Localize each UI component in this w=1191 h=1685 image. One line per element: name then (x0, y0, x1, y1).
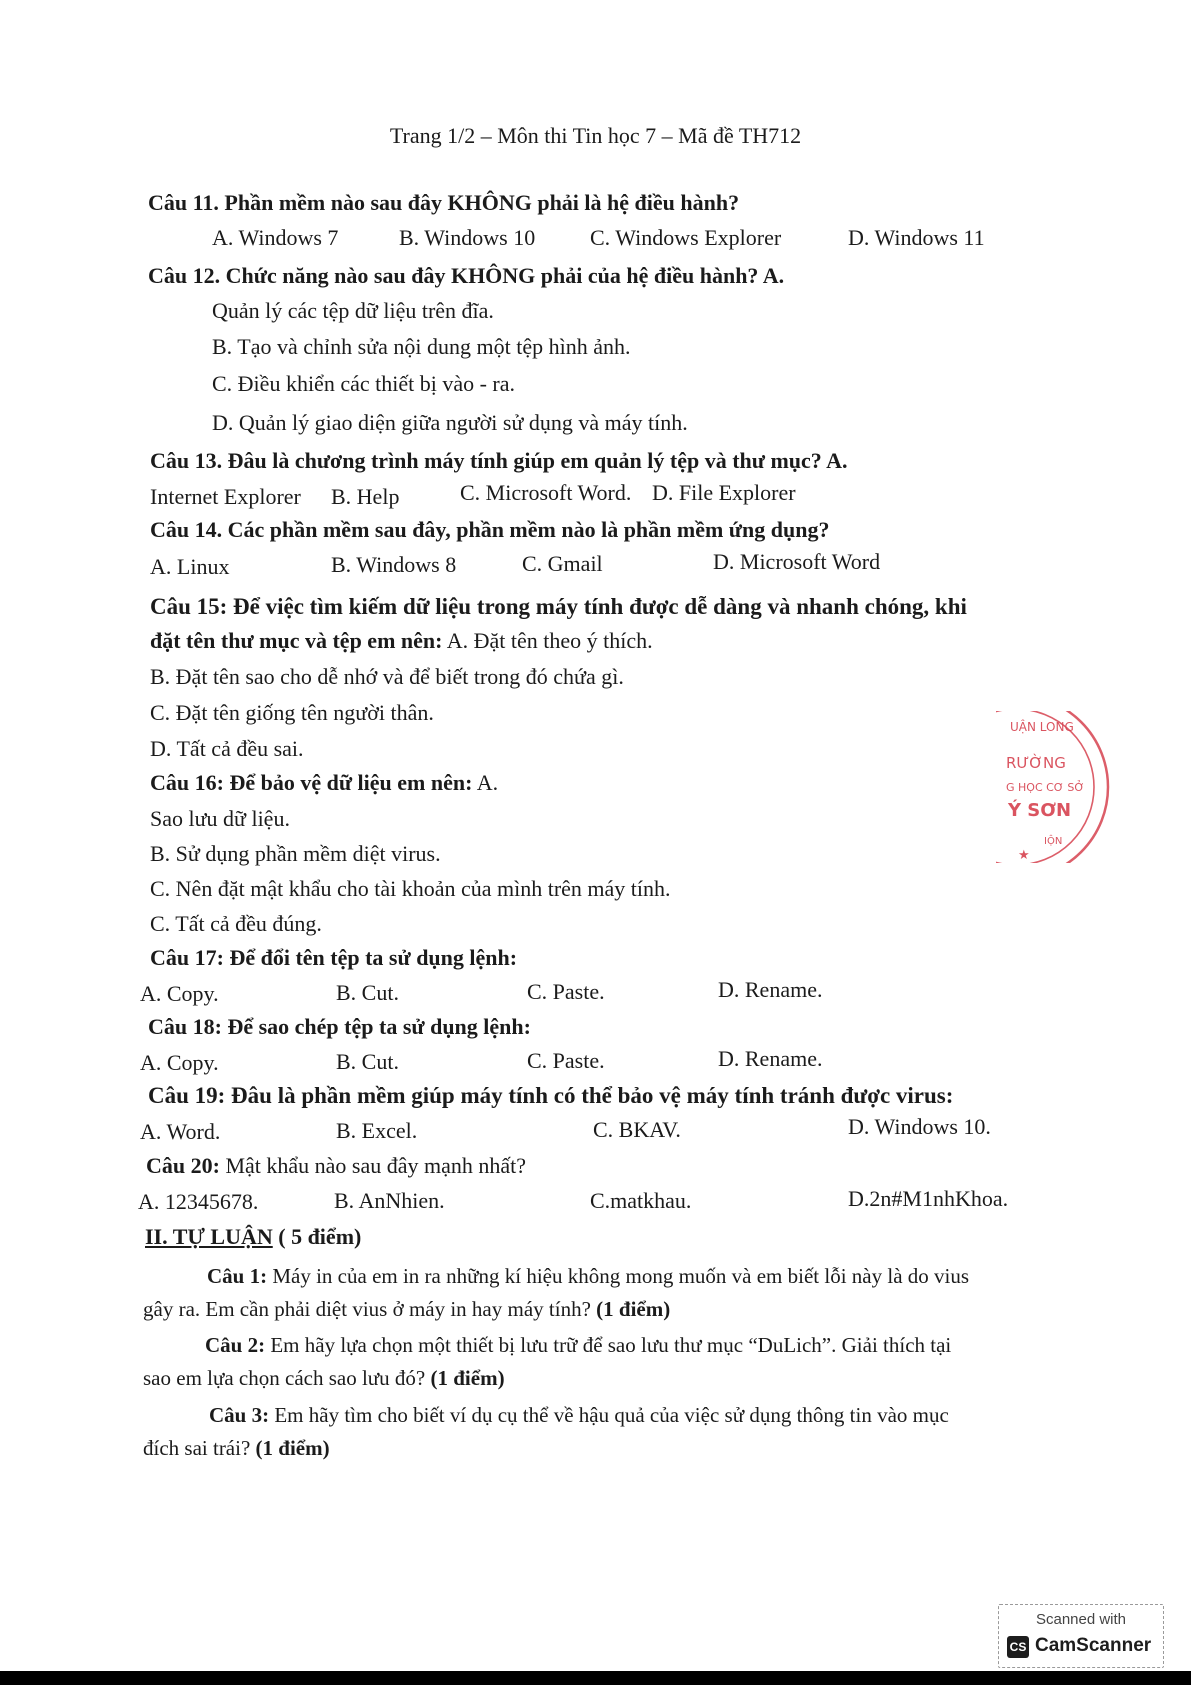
essay-3-text-1: Em hãy tìm cho biết ví dụ cụ thể về hậu quả của việc sử dụng thông tin vào mục (269, 1403, 949, 1427)
section-2-title (145, 1224, 361, 1250)
q20-option-d: D.2n#M1nhKhoa. (848, 1186, 1009, 1211)
q11-option-c: C. Windows Explorer (590, 225, 782, 250)
question-14-label: Câu 14. Các phần mềm sau đây, phần mềm nào là phần mềm ứng dụng? (150, 517, 830, 542)
stamp-text-4: Ý SƠN (1008, 800, 1072, 821)
essay-1-text-1: Máy in của em in ra những kí hiệu không mong muốn và em biết lỗi này là do vius (267, 1264, 970, 1288)
q17-option-d: D. Rename. (718, 977, 823, 1002)
q20-option-c: C.matkhau. (590, 1188, 692, 1213)
q17-option-a: A. Copy. (140, 981, 219, 1006)
essay-3-text-2: đích sai trái? (143, 1436, 251, 1460)
q20-label-bold: Câu 20: (146, 1153, 220, 1178)
question-20-label (146, 1153, 526, 1179)
q18-option-b: B. Cut. (336, 1049, 399, 1074)
q16-option-c: C. Nên đặt mật khẩu cho tài khoản của mình trên máy tính. (150, 876, 671, 901)
camscanner-watermark (998, 1604, 1164, 1668)
q12-line-1: Quản lý các tệp dữ liệu trên đĩa. (212, 298, 494, 323)
essay-3-line-2 (143, 1435, 330, 1461)
question-17-label: Câu 17: Để đổi tên tệp ta sử dụng lệnh: (150, 945, 518, 970)
question-12-label: Câu 12. Chức năng nào sau đây KHÔNG phải của hệ điều hành? A. (148, 263, 785, 288)
stamp-seal-icon (996, 711, 1112, 863)
essay-1-line-2 (143, 1296, 670, 1322)
section-2-heading: II. TỰ LUẬN (145, 1224, 273, 1249)
essay-1-score: (1 điểm) (590, 1297, 671, 1321)
essay-3-line-1 (209, 1402, 949, 1428)
stamp-text-3: G HỌC CƠ SỞ (1006, 781, 1085, 794)
q20-label-rest: Mật khẩu nào sau đây mạnh nhất? (219, 1153, 527, 1178)
q15-option-c: C. Đặt tên giống tên người thân. (150, 700, 434, 725)
q18-option-d: D. Rename. (718, 1046, 823, 1071)
q16-option-b: B. Sử dụng phần mềm diệt virus. (150, 841, 441, 866)
essay-2-label: Câu 2: (205, 1333, 266, 1357)
question-13-label: Câu 13. Đâu là chương trình máy tính giúp em quản lý tệp và thư mục? A. (150, 448, 848, 473)
q13-option-d: D. File Explorer (652, 480, 796, 505)
watermark-brand: CamScanner (1035, 1635, 1152, 1656)
q11-option-b: B. Windows 10 (399, 225, 536, 250)
essay-3-label: Câu 3: (209, 1403, 270, 1427)
question-18-label: Câu 18: Để sao chép tệp ta sử dụng lệnh: (148, 1014, 531, 1039)
q17-option-b: B. Cut. (336, 980, 399, 1005)
essay-2-text-2: sao em lựa chọn cách sao lưu đó? (143, 1366, 426, 1390)
q14-option-c: C. Gmail (522, 551, 603, 576)
q15-option-d: D. Tất cả đều sai. (150, 736, 304, 761)
stamp-star-icon: ★ (1018, 848, 1030, 863)
q16-option-a: Sao lưu dữ liệu. (150, 806, 290, 831)
stamp-text-1: UẬN LONG (1010, 720, 1074, 734)
section-2-points: ( 5 điểm) (272, 1224, 362, 1249)
q15-option-b: B. Đặt tên sao cho dễ nhớ và để biết trong đó chứa gì. (150, 664, 624, 689)
page-header: Trang 1/2 – Môn thi Tin học 7 – Mã đề TH712 (389, 123, 802, 148)
q13-option-c: C. Microsoft Word. (460, 480, 632, 505)
stamp-text-5: IỘN (1044, 836, 1063, 847)
q20-option-b: B. AnNhien. (334, 1188, 445, 1213)
q15-label-bold: đặt tên thư mục và tệp em nên: (150, 628, 443, 653)
q19-option-d: D. Windows 10. (848, 1114, 991, 1139)
stamp-text-2: RƯỜNG (1006, 754, 1066, 772)
q19-option-b: B. Excel. (336, 1118, 418, 1143)
q17-option-c: C. Paste. (527, 979, 605, 1004)
q16-label-bold: Câu 16: Để bảo vệ dữ liệu em nên: (150, 770, 473, 795)
question-19-label: Câu 19: Đâu là phần mềm giúp máy tính có thể bảo vệ máy tính tránh được virus: (148, 1083, 954, 1108)
q18-option-a: A. Copy. (140, 1050, 219, 1075)
q13-option-b: B. Help (331, 484, 400, 509)
watermark-caption: Scanned with (1035, 1611, 1127, 1628)
question-11-label: Câu 11. Phần mềm nào sau đây KHÔNG phải là hệ điều hành? (148, 190, 740, 215)
q11-option-d: D. Windows 11 (848, 225, 985, 250)
q20-option-a: A. 12345678. (138, 1189, 259, 1214)
q12-line-3: C. Điều khiển các thiết bị vào - ra. (212, 371, 516, 396)
q14-option-b: B. Windows 8 (331, 552, 457, 577)
q16-label-rest: A. (472, 770, 499, 795)
essay-2-line-2 (143, 1365, 505, 1391)
q14-option-d: D. Microsoft Word (713, 549, 881, 574)
question-15-label-line-2 (150, 628, 653, 654)
q12-line-2: B. Tạo và chỉnh sửa nội dung một tệp hình ảnh. (212, 334, 631, 359)
q18-option-c: C. Paste. (527, 1048, 605, 1073)
scan-border (0, 1671, 1191, 1685)
essay-2-score: (1 điểm) (425, 1366, 505, 1390)
question-15-label: Câu 15: Để việc tìm kiếm dữ liệu trong máy tính được dễ dàng và nhanh chóng, khi (150, 594, 967, 619)
q12-line-4: D. Quản lý giao diện giữa người sử dụng và máy tính. (212, 410, 688, 435)
essay-3-score: (1 điểm) (250, 1436, 330, 1460)
school-stamp (996, 711, 1112, 863)
q19-option-a: A. Word. (140, 1119, 221, 1144)
essay-1-line-1 (207, 1263, 969, 1289)
essay-1-label: Câu 1: (207, 1264, 268, 1288)
q14-option-a: A. Linux (150, 554, 230, 579)
q11-option-a: A. Windows 7 (212, 225, 339, 250)
essay-2-line-1 (205, 1332, 951, 1358)
question-16-label (150, 770, 498, 796)
essay-1-text-2: gây ra. Em cần phải diệt vius ở máy in hay máy tính? (143, 1297, 591, 1321)
q15-option-a: A. Đặt tên theo ý thích. (442, 628, 653, 653)
q16-option-d: C. Tất cả đều đúng. (150, 911, 322, 936)
q13-option-a: Internet Explorer (150, 484, 301, 509)
camscanner-logo-icon: CS (1007, 1636, 1029, 1658)
essay-2-text-1: Em hãy lựa chọn một thiết bị lưu trữ để sao lưu thư mục “DuLich”. Giải thích tại (265, 1333, 952, 1357)
q19-option-c: C. BKAV. (593, 1117, 681, 1142)
